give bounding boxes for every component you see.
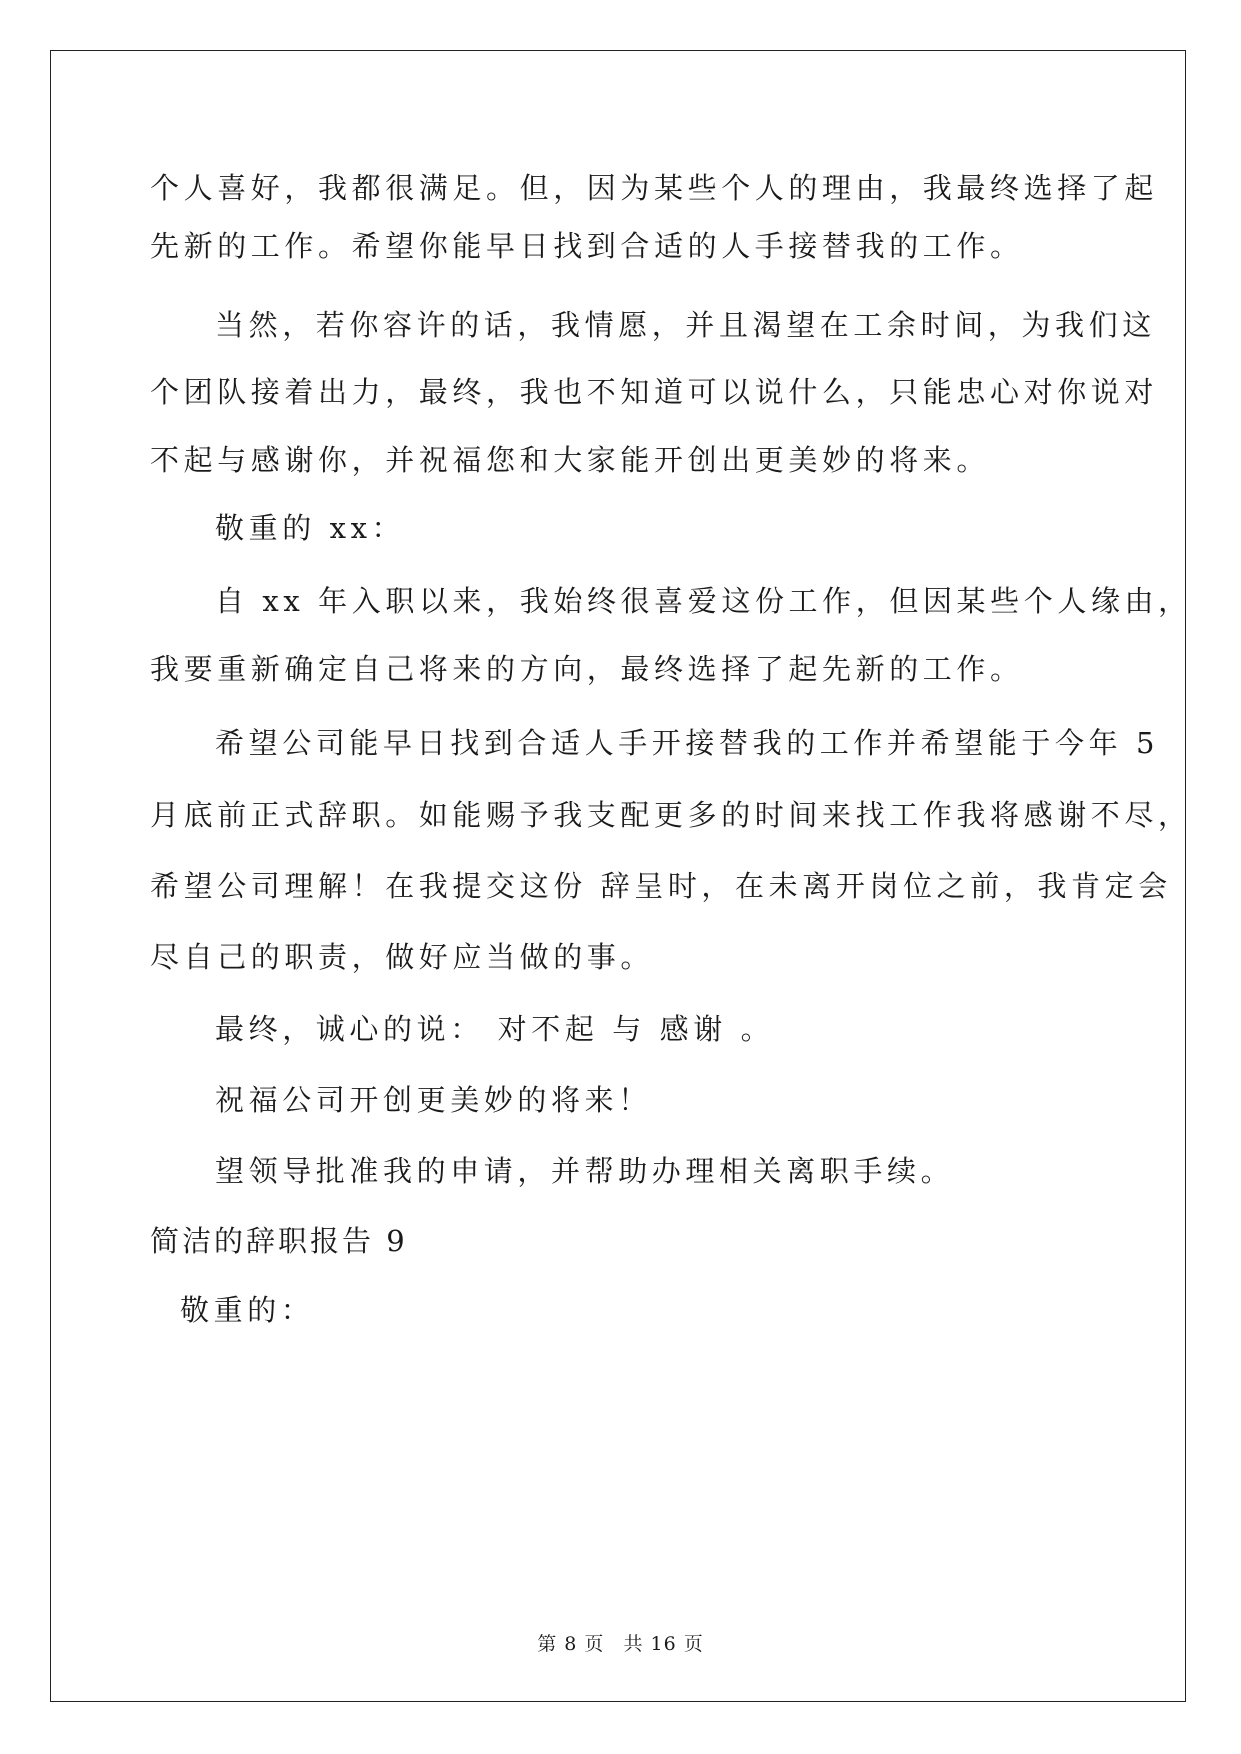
paragraph-start: 祝福公司开创更美妙的将来！ [215,1083,652,1117]
page-number-current: 第 8 页 [537,1633,605,1655]
paragraph-start: 望领导批准我的申请，并帮助办理相关离职手续。 [215,1154,955,1188]
body-line: 先新的工作。希望你能早日找到合适的人手接替我的工作。 [150,229,1024,263]
page-footer [0,1629,1241,1656]
page-number-total: 共 16 页 [623,1633,704,1655]
body-line: 尽自己的职责，做好应当做的事。 [150,940,655,974]
paragraph-start: 当然，若你容许的话，我情愿，并且渴望在工余时间，为我们这 [215,308,1156,342]
body-line: 不起与感谢你，并祝福您和大家能开创出更美妙的将来。 [150,443,991,477]
body-line: 我要重新确定自己将来的方向，最终选择了起先新的工作。 [150,652,1024,686]
body-line: 个团队接着出力，最终，我也不知道可以说什么，只能忠心对你说对 [150,375,1159,409]
body-line: 个人喜好，我都很满足。但，因为某些个人的理由，我最终选择了起 [150,171,1159,205]
section-heading: 简洁的辞职报告 9 [150,1224,408,1258]
letter-salutation: 敬重的： [180,1293,315,1327]
paragraph-start: 最终，诚心的说： 对不起 与 感谢 。 [215,1012,775,1046]
paragraph-start: 希望公司能早日找到合适人手开接替我的工作并希望能于今年 5 [215,726,1160,760]
body-line: 希望公司理解！在我提交这份 辞呈时，在未离开岗位之前，我肯定会 [150,869,1172,903]
letter-salutation: 敬重的 xx： [215,511,406,545]
body-line: 月底前正式辞职。如能赐予我支配更多的时间来找工作我将感谢不尽， [150,798,1192,832]
paragraph-start: 自 xx 年入职以来，我始终很喜爱这份工作，但因某些个人缘由， [215,584,1192,618]
